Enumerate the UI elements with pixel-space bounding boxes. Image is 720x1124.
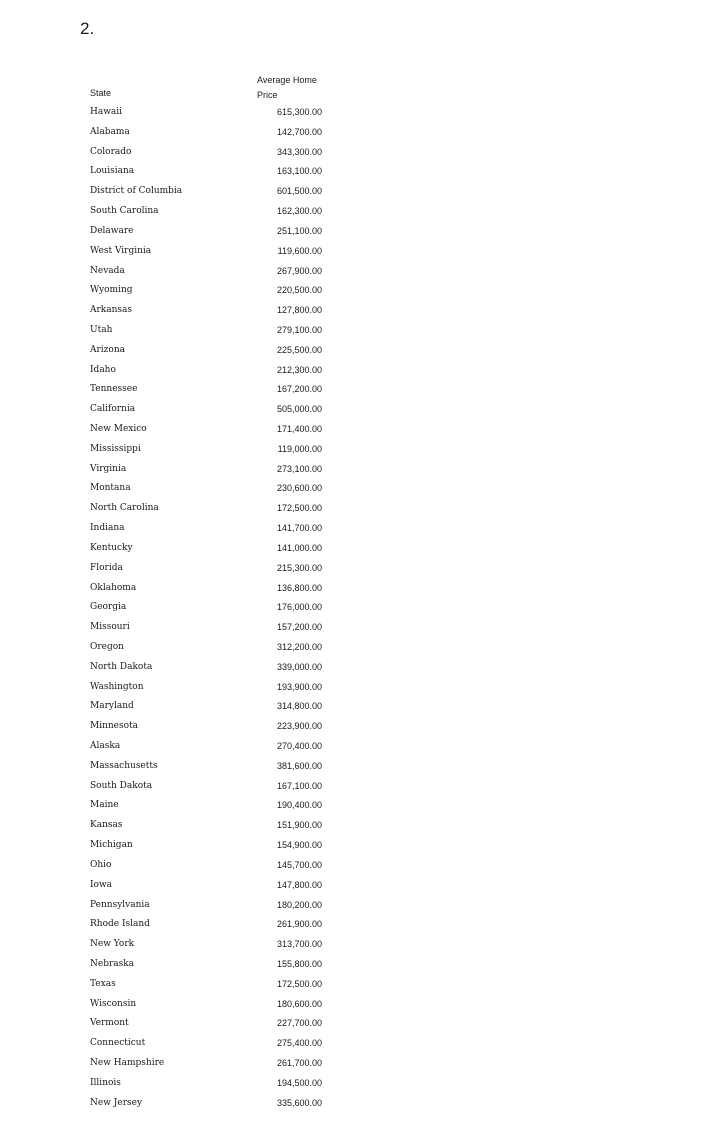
- table-row: [90, 302, 330, 322]
- table-row: [90, 1015, 330, 1035]
- state-name: Arizona: [90, 344, 126, 355]
- state-name: New Jersey: [90, 1097, 143, 1108]
- column-header-price-line2: Price: [257, 90, 278, 100]
- state-name: South Dakota: [90, 780, 153, 791]
- average-home-price: 215,300.00: [276, 562, 322, 573]
- average-home-price: 142,700.00: [276, 126, 322, 137]
- state-name: Idaho: [90, 364, 116, 375]
- average-home-price: 505,000.00: [276, 404, 322, 415]
- state-name: Virginia: [90, 463, 127, 474]
- average-home-price: 193,900.00: [276, 681, 322, 692]
- table-row: [90, 520, 330, 540]
- state-name: Hawaii: [90, 107, 123, 117]
- state-name: Missouri: [90, 622, 130, 633]
- table-row: [90, 837, 330, 857]
- state-name: Alaska: [90, 741, 121, 751]
- table-row: [90, 916, 330, 936]
- table-row: [90, 936, 330, 956]
- average-home-price: 267,900.00: [276, 265, 322, 276]
- table-row: [90, 381, 330, 401]
- average-home-price: 225,500.00: [276, 344, 322, 355]
- average-home-price: 343,300.00: [276, 146, 322, 157]
- state-name: Maine: [90, 800, 119, 811]
- state-name: Pennsylvania: [90, 899, 150, 910]
- state-name: Florida: [90, 562, 123, 573]
- average-home-price: 162,300.00: [276, 206, 322, 217]
- average-home-price: 147,800.00: [276, 879, 322, 890]
- average-home-price: 119,600.00: [277, 245, 322, 256]
- state-name: North Dakota: [90, 661, 153, 672]
- table-row: [90, 1055, 330, 1075]
- average-home-price: 119,000.00: [277, 443, 322, 454]
- state-name: Oregon: [90, 641, 124, 652]
- table-row: [90, 758, 330, 778]
- average-home-price: 167,200.00: [276, 384, 322, 395]
- table-row: [90, 976, 330, 996]
- average-home-price: 261,900.00: [276, 919, 322, 930]
- average-home-price: 314,800.00: [276, 701, 322, 712]
- average-home-price: 270,400.00: [276, 741, 322, 751]
- average-home-price: 172,500.00: [276, 978, 322, 989]
- state-name: Georgia: [90, 602, 127, 613]
- average-home-price: 212,300.00: [276, 364, 322, 375]
- state-name: Connecticut: [90, 1038, 146, 1049]
- state-name: Minnesota: [90, 721, 139, 732]
- average-home-price: 279,100.00: [276, 324, 322, 335]
- average-home-price: 223,900.00: [276, 721, 322, 732]
- state-name: District of Columbia: [90, 186, 183, 197]
- table-row: [90, 639, 330, 659]
- table-body: [90, 104, 330, 1114]
- state-name: Massachusetts: [90, 760, 158, 771]
- state-name: New York: [90, 939, 135, 950]
- average-home-price: 313,700.00: [276, 939, 322, 950]
- state-name: Vermont: [90, 1018, 129, 1029]
- average-home-price: 141,000.00: [276, 542, 322, 553]
- state-name: Iowa: [90, 879, 113, 890]
- state-name: Nevada: [90, 265, 125, 276]
- table-row: [90, 580, 330, 600]
- column-header-price: [257, 73, 337, 103]
- average-home-price: 615,300.00: [276, 107, 322, 117]
- state-name: Kansas: [90, 820, 123, 831]
- state-name: Maryland: [90, 701, 134, 712]
- table-row: [90, 897, 330, 917]
- average-home-price: 127,800.00: [276, 305, 322, 316]
- average-home-price: 176,000.00: [276, 602, 322, 613]
- table-row: [90, 461, 330, 481]
- state-name: Illinois: [90, 1077, 121, 1088]
- table-row: [90, 599, 330, 619]
- average-home-price: 157,200.00: [276, 622, 322, 633]
- table-row: [90, 282, 330, 302]
- average-home-price: 141,700.00: [276, 523, 322, 534]
- state-name: Indiana: [90, 523, 125, 534]
- table-row: [90, 877, 330, 897]
- table-row: [90, 698, 330, 718]
- state-name: Delaware: [90, 225, 134, 236]
- state-name: North Carolina: [90, 503, 159, 514]
- table-row: [90, 718, 330, 738]
- table-row: [90, 619, 330, 639]
- table-row: [90, 144, 330, 164]
- average-home-price: 312,200.00: [276, 641, 322, 652]
- table-row: [90, 243, 330, 263]
- table-row: [90, 817, 330, 837]
- state-name: Tennessee: [90, 384, 138, 395]
- table-row: [90, 659, 330, 679]
- table-row: [90, 441, 330, 461]
- state-name: Louisiana: [90, 166, 135, 177]
- table-row: [90, 857, 330, 877]
- average-home-price: 163,100.00: [276, 166, 322, 177]
- table-row: [90, 996, 330, 1016]
- table-row: [90, 797, 330, 817]
- state-name: Wyoming: [90, 285, 133, 296]
- table-header: [90, 70, 330, 103]
- average-home-price: 601,500.00: [276, 186, 322, 197]
- table-row: [90, 421, 330, 441]
- table-row: [90, 401, 330, 421]
- average-home-price: 335,600.00: [276, 1097, 322, 1108]
- state-name: Michigan: [90, 840, 133, 851]
- state-name: West Virginia: [90, 245, 152, 256]
- average-home-price: 180,600.00: [276, 998, 322, 1009]
- average-home-price: 154,900.00: [276, 840, 322, 851]
- table-row: [90, 342, 330, 362]
- state-name: Mississippi: [90, 443, 141, 454]
- column-header-price-line1: Average Home: [257, 75, 317, 85]
- average-home-price: 251,100.00: [276, 225, 322, 236]
- table-row: [90, 560, 330, 580]
- table-row: [90, 203, 330, 223]
- table-row: [90, 104, 330, 124]
- average-home-price: 230,600.00: [276, 483, 322, 494]
- average-home-price: 155,800.00: [276, 958, 322, 969]
- table-row: [90, 778, 330, 798]
- table-row: [90, 956, 330, 976]
- table-row: [90, 183, 330, 203]
- table-row: [90, 124, 330, 144]
- average-home-price: 167,100.00: [276, 780, 322, 791]
- average-home-price: 194,500.00: [276, 1077, 322, 1088]
- average-home-price: 151,900.00: [276, 820, 322, 831]
- section-number: 2.: [80, 19, 95, 38]
- state-name: Alabama: [90, 126, 130, 137]
- average-home-price: 227,700.00: [276, 1018, 322, 1029]
- average-home-price: 136,800.00: [276, 582, 322, 593]
- state-name: Arkansas: [90, 305, 133, 316]
- state-name: South Carolina: [90, 206, 159, 217]
- home-price-table: [90, 70, 330, 1108]
- table-row: [90, 500, 330, 520]
- state-name: Kentucky: [90, 542, 133, 553]
- table-row: [90, 540, 330, 560]
- average-home-price: 381,600.00: [276, 760, 322, 771]
- state-name: Texas: [90, 978, 116, 989]
- average-home-price: 220,500.00: [276, 285, 322, 296]
- table-row: [90, 1075, 330, 1095]
- state-name: Ohio: [90, 859, 112, 870]
- table-row: [90, 480, 330, 500]
- table-row: [90, 223, 330, 243]
- average-home-price: 275,400.00: [276, 1038, 322, 1049]
- average-home-price: 172,500.00: [276, 503, 322, 514]
- table-row: [90, 263, 330, 283]
- state-name: New Mexico: [90, 424, 147, 434]
- table-row: [90, 163, 330, 183]
- average-home-price: 180,200.00: [276, 899, 322, 910]
- state-name: Utah: [90, 324, 113, 335]
- state-name: Nebraska: [90, 958, 135, 969]
- table-row: [90, 362, 330, 382]
- table-row: [90, 1035, 330, 1055]
- state-name: Rhode Island: [90, 919, 150, 930]
- state-name: New Hampshire: [90, 1058, 165, 1068]
- average-home-price: 145,700.00: [276, 859, 322, 870]
- table-row: [90, 1095, 330, 1115]
- state-name: California: [90, 404, 136, 415]
- average-home-price: 261,700.00: [276, 1058, 322, 1068]
- state-name: Oklahoma: [90, 582, 137, 593]
- state-name: Washington: [90, 681, 144, 692]
- table-row: [90, 738, 330, 758]
- column-header-state: State: [90, 88, 112, 98]
- average-home-price: 190,400.00: [276, 800, 322, 811]
- state-name: Wisconsin: [90, 998, 137, 1009]
- table-row: [90, 679, 330, 699]
- state-name: Montana: [90, 483, 131, 494]
- average-home-price: 339,000.00: [276, 661, 322, 672]
- table-row: [90, 322, 330, 342]
- state-name: Colorado: [90, 146, 132, 157]
- average-home-price: 273,100.00: [276, 463, 322, 474]
- average-home-price: 171,400.00: [276, 424, 322, 434]
